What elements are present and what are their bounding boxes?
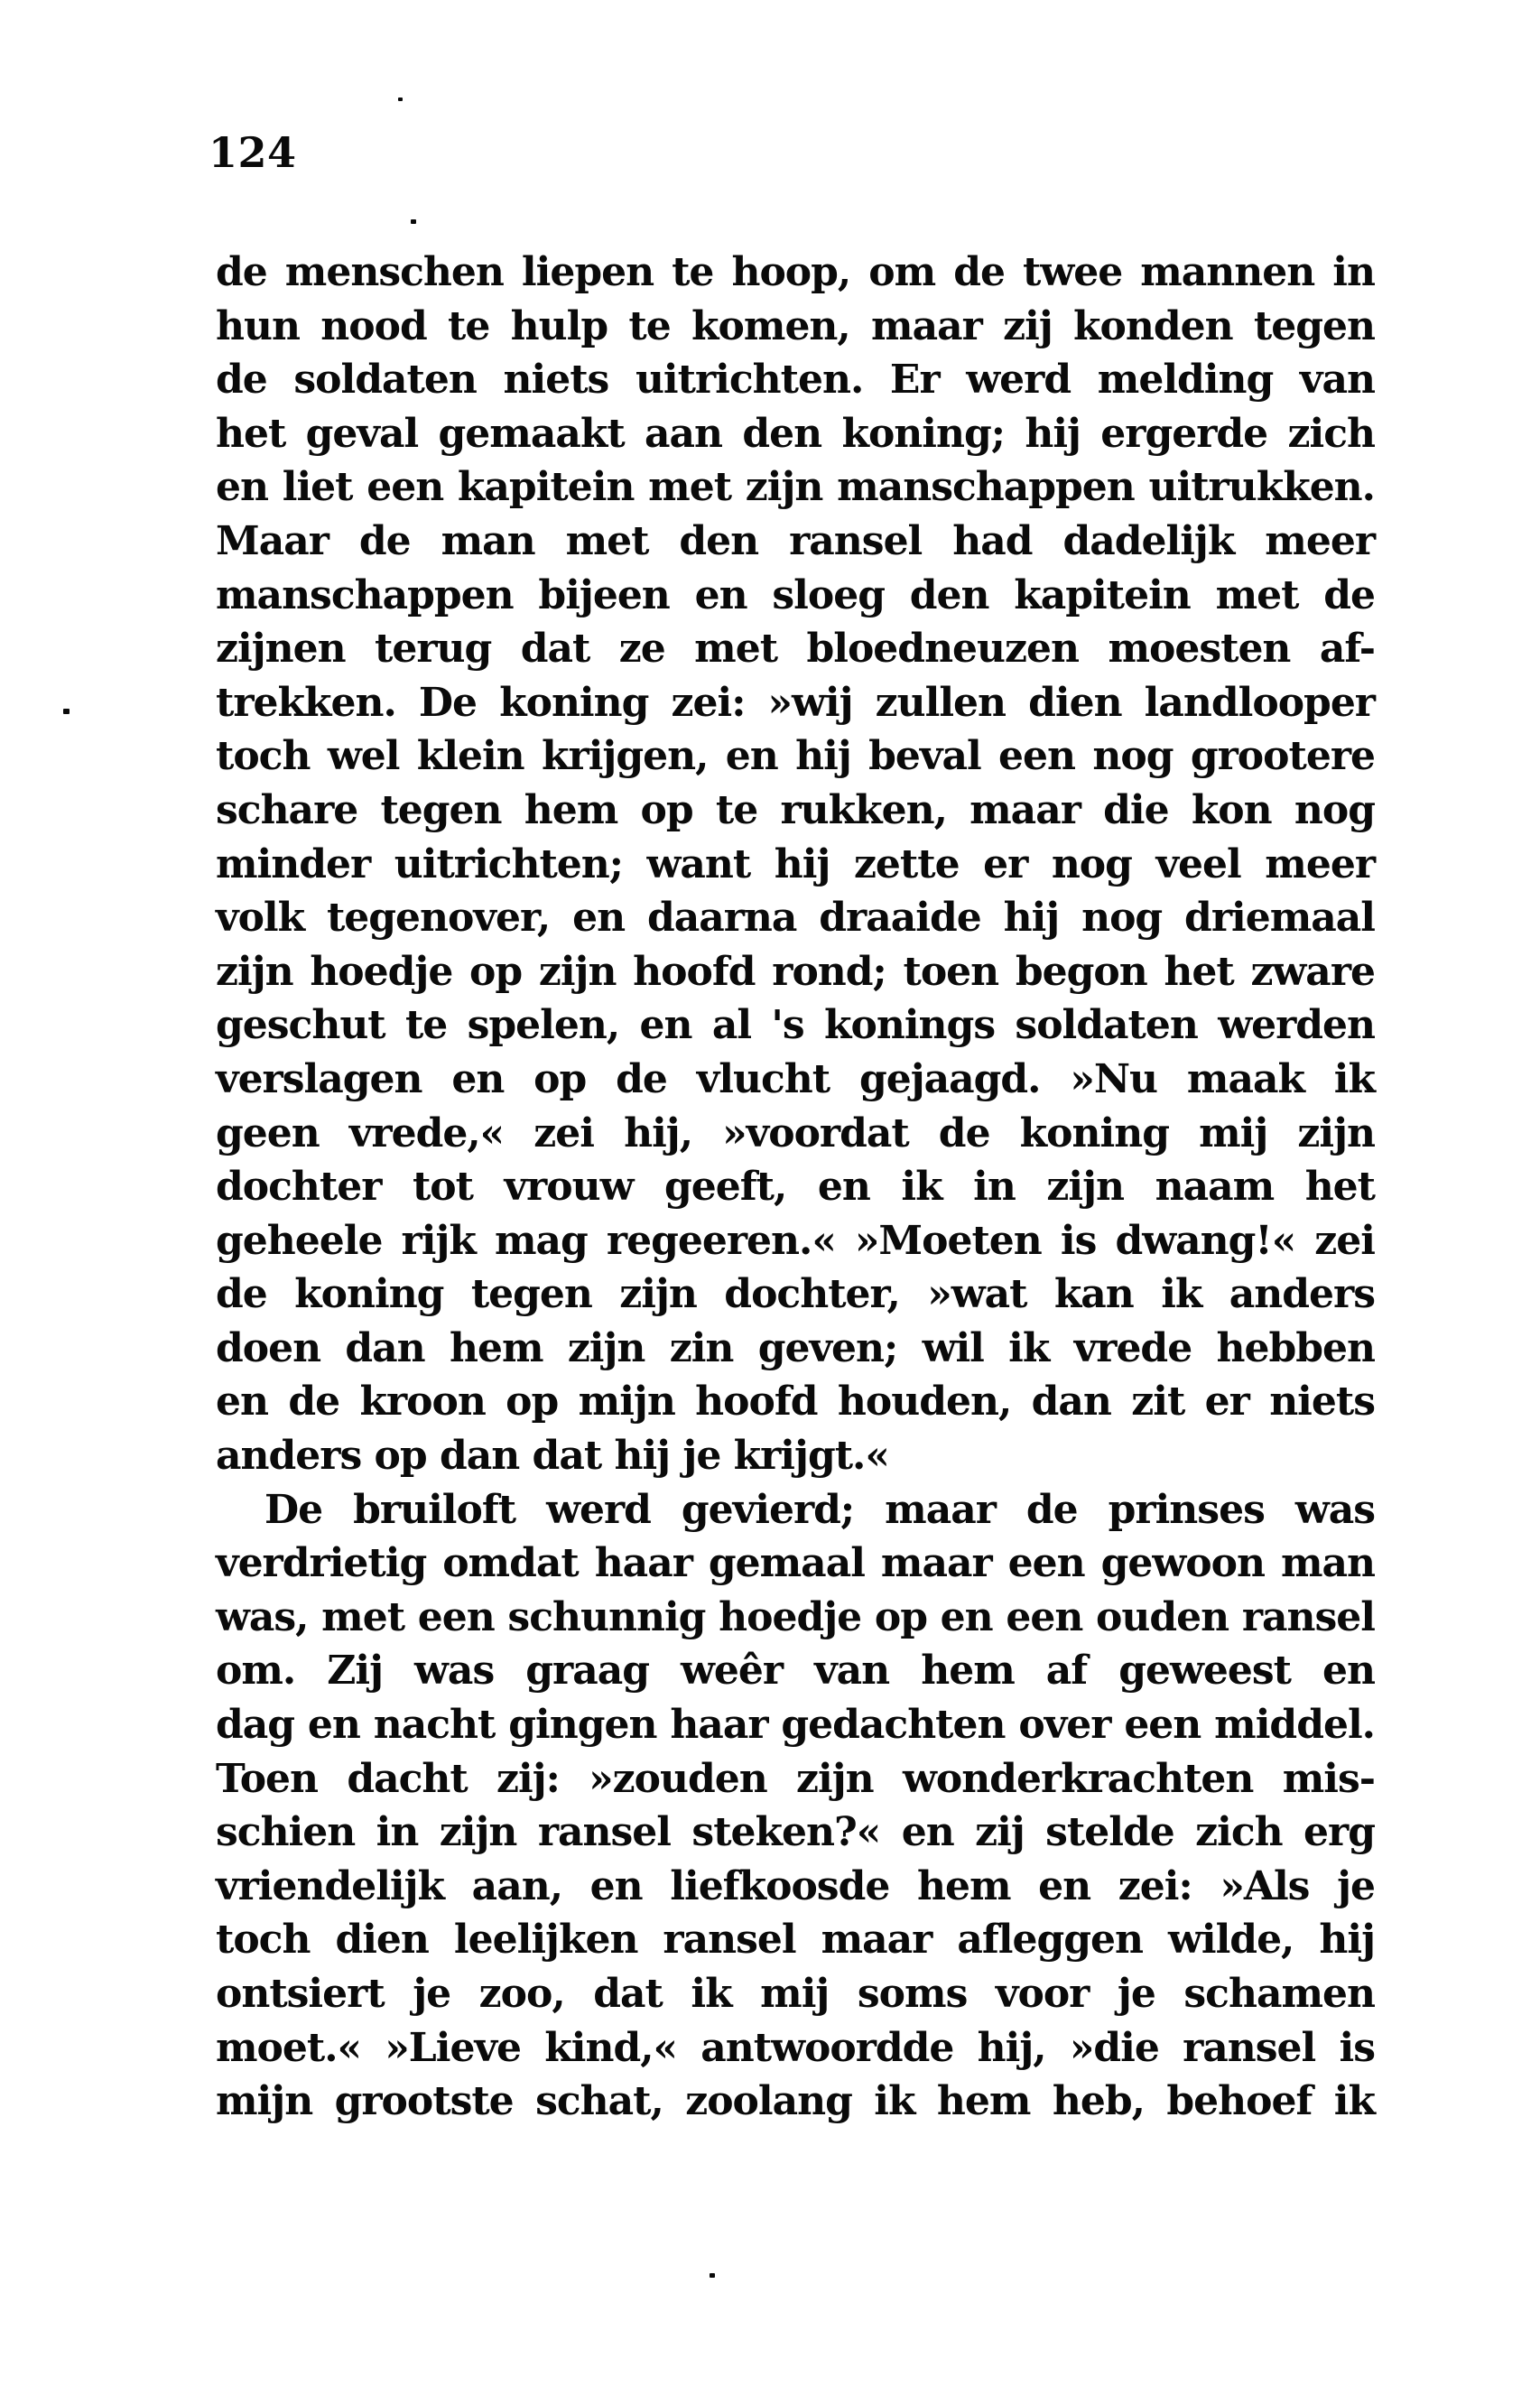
text-line: en liet een kapitein met zijn manschappen uitrukken. (216, 464, 1375, 511)
text-line: het geval gemaakt aan den koning; hij ergerde zich (216, 410, 1375, 457)
text-line: mijn grootste schat, zoolang ik hem heb, behoef ik (216, 2078, 1375, 2125)
text-line: ontsiert je zoo, dat ik mij soms voor je schamen (216, 1971, 1375, 2017)
text-line: toch wel klein krijgen, en hij beval een nog grootere (216, 733, 1375, 780)
text-line: de soldaten niets uitrichten. Er werd melding van (216, 357, 1375, 404)
text-line: geheele rijk mag regeeren.« »Moeten is dwang!« zei (216, 1217, 1375, 1264)
text-line: vriendelijk aan, en liefkoosde hem en zei: »Als je (216, 1862, 1375, 1909)
text-line: Maar de man met den ransel had dadelijk meer (216, 517, 1375, 564)
text-line: dag en nacht gingen haar gedachten over een middel. (216, 1702, 1375, 1749)
text-line: geschut te spelen, en al 's konings soldaten werden (216, 1002, 1375, 1049)
text-line: dochter tot vrouw geeft, en ik in zijn naam het (216, 1164, 1375, 1211)
page-number: 124 (209, 128, 297, 177)
body-text (216, 246, 1375, 2129)
text-line: De bruiloft werd gevierd; maar de prinses was (264, 1486, 1375, 1533)
text-line: Toen dacht zij: »zouden zijn wonderkrachten mis- (216, 1755, 1375, 1802)
text-line: schien in zijn ransel steken?« en zij stelde zich erg (216, 1809, 1375, 1856)
text-line: doen dan hem zijn zin geven; wil ik vrede hebben (216, 1324, 1375, 1371)
text-line: minder uitrichten; want hij zette er nog veel meer (216, 840, 1375, 887)
text-line: zijnen terug dat ze met bloedneuzen moesten af- (216, 626, 1375, 673)
scan-speck (398, 98, 403, 101)
text-line: verdrietig omdat haar gemaal maar een gewoon man (216, 1540, 1375, 1587)
text-line: manschappen bijeen en sloeg den kapitein met de (216, 571, 1375, 618)
text-line: zijn hoedje op zijn hoofd rond; toen begon het zware (216, 948, 1375, 995)
text-line: was, met een schunnig hoedje op en een ouden ransel (216, 1593, 1375, 1640)
text-line: geen vrede,« zei hij, »voordat de koning mij zijn (216, 1110, 1375, 1156)
text-line: anders op dan dat hij je krijgt.« (216, 1433, 889, 1480)
text-line: moet.« »Lieve kind,« antwoordde hij, »die ransel is (216, 2024, 1375, 2071)
text-line: om. Zij was graag weêr van hem af geweest en (216, 1648, 1375, 1695)
text-line: de menschen liepen te hoop, om de twee mannen in (216, 249, 1375, 295)
text-line: de koning tegen zijn dochter, »wat kan ik anders (216, 1271, 1375, 1318)
scan-speck (411, 219, 416, 224)
text-line: volk tegenover, en daarna draaide hij nog driemaal (216, 895, 1375, 942)
scan-speck (63, 709, 70, 714)
text-line: trekken. De koning zei: »wij zullen dien landlooper (216, 679, 1375, 726)
text-line: hun nood te hulp te komen, maar zij konden tegen (216, 302, 1375, 349)
scan-speck (710, 2273, 715, 2278)
text-line: toch dien leelijken ransel maar afleggen wilde, hij (216, 1917, 1375, 1964)
text-line: schare tegen hem op te rukken, maar die kon nog (216, 786, 1375, 833)
text-line: en de kroon op mijn hoofd houden, dan zit er niets (216, 1379, 1375, 1425)
text-line: verslagen en op de vlucht gejaagd. »Nu maak ik (216, 1055, 1375, 1102)
